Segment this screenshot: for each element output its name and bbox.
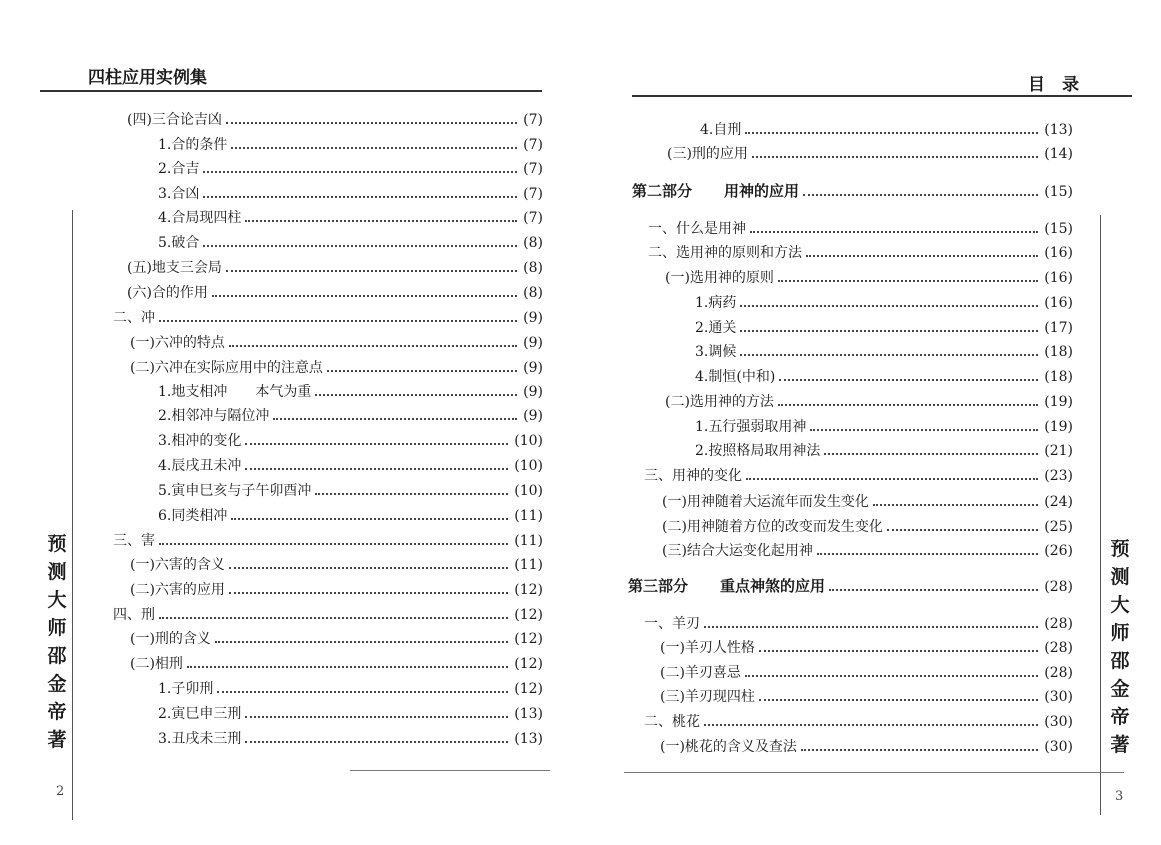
toc-entry: [158, 678, 543, 700]
left-author-credit: 预测大师邵金帝著: [47, 533, 67, 751]
toc-part-label: 第三部分: [628, 577, 689, 595]
toc-entry: [158, 158, 543, 180]
toc-entry-title: 二、选用神的原则和方法: [648, 245, 802, 261]
toc-dot-leader: [327, 370, 517, 372]
toc-entry: [644, 613, 1073, 635]
left-header-title: 四柱应用实例集: [88, 68, 207, 88]
toc-entry-title: 2.寅巳申三刑: [158, 706, 242, 722]
toc-entry-title: (五)地支三会局: [127, 260, 222, 276]
toc-entry: [665, 267, 1073, 289]
toc-page-number: (21): [1044, 443, 1073, 459]
toc-entry: [113, 530, 543, 552]
toc-entry-title: 3.相冲的变化: [158, 433, 242, 449]
toc-dot-leader: [745, 132, 1038, 134]
toc-part-heading: [632, 180, 1073, 202]
toc-dot-leader: [745, 675, 1038, 677]
toc-entry: [127, 257, 543, 279]
toc-page-number: (11): [514, 557, 543, 573]
toc-entry: [158, 728, 543, 750]
toc-dot-leader: [806, 255, 1038, 257]
toc-entry-title: 2.相邻冲与隔位冲: [158, 408, 270, 424]
toc-entry: [695, 366, 1073, 388]
left-page-number: 2: [56, 784, 65, 799]
left-margin-line: [72, 210, 73, 820]
toc-entry-title: (三)羊刃现四柱: [660, 689, 755, 705]
toc-entry-title: 3.丑戌未三刑: [158, 731, 242, 747]
toc-entry: [130, 357, 543, 379]
toc-entry: [158, 505, 543, 527]
toc-entry-title: 2.合吉: [158, 161, 200, 177]
toc-dot-leader: [203, 196, 517, 198]
toc-dot-leader: [245, 468, 508, 470]
toc-entry-title: (二)选用神的方法: [665, 394, 774, 410]
toc-entry-title: 三、用神的变化: [644, 468, 742, 484]
toc-page-number: (23): [1044, 468, 1073, 484]
toc-page-number: (30): [1044, 739, 1073, 755]
toc-dot-leader: [217, 691, 508, 693]
toc-page-number: (19): [1044, 394, 1073, 410]
toc-entry: [665, 391, 1073, 413]
toc-page-number: (25): [1044, 519, 1073, 535]
toc-entry-title: 四、刑: [113, 607, 155, 623]
toc-entry: [158, 430, 543, 452]
toc-page-number: (7): [523, 161, 543, 177]
toc-entry-title: 4.制恒(中和): [695, 369, 776, 385]
toc-entry-title: 4.辰戌丑未冲: [158, 458, 242, 474]
toc-entry-title: (三)刑的应用: [667, 146, 748, 162]
toc-entry: [158, 134, 543, 156]
toc-entry: [660, 637, 1073, 659]
toc-dot-leader: [159, 617, 508, 619]
toc-entry: [695, 317, 1073, 339]
toc-entry-title: 一、羊刃: [644, 616, 700, 632]
toc-entry-title: (一)刑的含义: [130, 631, 211, 647]
toc-page-number: (16): [1044, 295, 1073, 311]
toc-dot-leader: [245, 716, 508, 718]
toc-dot-leader: [187, 666, 508, 668]
toc-page-number: (12): [514, 631, 543, 647]
toc-dot-leader: [778, 280, 1038, 282]
toc-page-number: (15): [1044, 221, 1073, 237]
toc-entry-title: 1.地支相冲 本气为重: [158, 384, 312, 400]
toc-entry-title: 三、害: [113, 533, 155, 549]
toc-page-number: (16): [1044, 245, 1073, 261]
toc-entry: [695, 292, 1073, 314]
toc-entry: [127, 109, 543, 131]
toc-entry: [130, 332, 543, 354]
toc-page-number: (28): [1044, 640, 1073, 656]
toc-page-number: (8): [523, 235, 543, 251]
toc-entry: [662, 516, 1073, 538]
toc-entry: [113, 604, 543, 626]
toc-dot-leader: [203, 171, 517, 173]
toc-entry-title: (二)羊刃喜忌: [660, 665, 741, 681]
toc-entry: [158, 703, 543, 725]
toc-entry: [158, 455, 543, 477]
toc-entry-title: 二、冲: [113, 310, 155, 326]
toc-entry-title: (四)三合论吉凶: [127, 112, 222, 128]
toc-dot-leader: [245, 220, 517, 222]
toc-page-number: (8): [523, 285, 543, 301]
toc-page-number: (9): [523, 408, 543, 424]
toc-entry: [648, 242, 1073, 264]
toc-dot-leader: [746, 478, 1038, 480]
toc-entry: [130, 579, 543, 601]
toc-entry-title: 5.寅申巳亥与子午卯酉冲: [158, 483, 312, 499]
toc-entry-title: (六)合的作用: [127, 285, 208, 301]
toc-dot-leader: [801, 749, 1038, 751]
toc-dot-leader: [315, 493, 508, 495]
toc-dot-leader: [229, 345, 517, 347]
toc-dot-leader: [215, 641, 508, 643]
toc-entry: [700, 119, 1073, 141]
toc-entry-title: (一)桃花的含义及查法: [660, 739, 797, 755]
toc-entry: [660, 686, 1073, 708]
toc-part-heading: [628, 575, 1073, 597]
toc-entry: [158, 232, 543, 254]
toc-page-number: (26): [1044, 543, 1073, 559]
toc-entry: [648, 218, 1073, 240]
toc-entry-title: 4.合局现四柱: [158, 210, 242, 226]
toc-entry: [130, 653, 543, 675]
toc-page-number: (12): [514, 681, 543, 697]
toc-dot-leader: [231, 147, 517, 149]
toc-entry: [660, 736, 1073, 758]
toc-dot-leader: [750, 231, 1038, 233]
toc-page-number: (15): [1044, 184, 1073, 200]
toc-dot-leader: [315, 394, 517, 396]
toc-page-number: (13): [1044, 122, 1073, 138]
toc-page-number: (8): [523, 260, 543, 276]
toc-page-number: (13): [514, 706, 543, 722]
toc-page-number: (9): [523, 384, 543, 400]
toc-dot-leader: [817, 553, 1038, 555]
toc-dot-leader: [704, 626, 1038, 628]
toc-page-number: (10): [514, 458, 543, 474]
toc-page-number: (7): [523, 137, 543, 153]
toc-entry-title: 2.通关: [695, 320, 737, 336]
toc-part-label: 第二部分: [632, 182, 693, 200]
right-header-rule: [632, 95, 1132, 97]
toc-dot-leader: [203, 245, 517, 247]
toc-dot-leader: [824, 453, 1038, 455]
toc-entry-title: (一)用神随着大运流年而发生变化: [662, 494, 869, 510]
toc-dot-leader: [759, 699, 1038, 701]
toc-entry-title: 5.破合: [158, 235, 200, 251]
toc-entry: [695, 440, 1073, 462]
toc-entry-title: 1.病药: [695, 295, 737, 311]
toc-entry-title: 3.合凶: [158, 186, 200, 202]
toc-entry-title: 一、什么是用神: [648, 221, 746, 237]
toc-page-number: (30): [1044, 714, 1073, 730]
right-footer-rule: [624, 772, 1124, 773]
toc-entry-title: 3.调候: [695, 344, 737, 360]
toc-dot-leader: [245, 741, 508, 743]
toc-entry: [130, 554, 543, 576]
toc-page-number: (10): [514, 483, 543, 499]
toc-entry: [662, 491, 1073, 513]
toc-page-number: (11): [514, 533, 543, 549]
toc-page-number: (18): [1044, 369, 1073, 385]
toc-dot-leader: [212, 295, 517, 297]
right-header-title: 目 录: [1028, 75, 1079, 95]
left-footer-rule: [350, 770, 550, 771]
toc-dot-leader: [740, 305, 1038, 307]
toc-page-number: (13): [514, 731, 543, 747]
toc-dot-leader: [273, 418, 517, 420]
toc-entry-title: (一)六害的含义: [130, 557, 225, 573]
toc-dot-leader: [740, 330, 1038, 332]
toc-entry: [127, 282, 543, 304]
toc-entry-title: (二)六冲在实际应用中的注意点: [130, 360, 323, 376]
toc-page-number: (16): [1044, 270, 1073, 286]
toc-dot-leader: [873, 504, 1038, 506]
toc-entry-title: 二、桃花: [644, 714, 700, 730]
right-page-number: 3: [1115, 789, 1124, 804]
toc-page-number: (9): [523, 310, 543, 326]
toc-entry-title: (一)选用神的原则: [665, 270, 774, 286]
toc-dot-leader: [159, 543, 508, 545]
toc-entry: [158, 405, 543, 427]
toc-page-number: (30): [1044, 689, 1073, 705]
toc-entry: [158, 480, 543, 502]
toc-page-number: (12): [514, 582, 543, 598]
left-header-rule: [40, 90, 542, 92]
toc-page-number: (24): [1044, 494, 1073, 510]
toc-entry-title: (二)相刑: [130, 656, 183, 672]
toc-page-number: (7): [523, 112, 543, 128]
toc-dot-leader: [704, 724, 1038, 726]
right-author-credit: 预测大师邵金帝著: [1110, 538, 1130, 756]
toc-part-title: 重点神煞的应用: [720, 577, 826, 595]
toc-dot-leader: [245, 443, 508, 445]
toc-entry: [695, 341, 1073, 363]
toc-page-number: (7): [523, 210, 543, 226]
toc-dot-leader: [229, 567, 508, 569]
toc-entry: [660, 662, 1073, 684]
toc-page-number: (9): [523, 335, 543, 351]
toc-dot-leader: [226, 122, 517, 124]
toc-entry: [667, 143, 1073, 165]
toc-page-number: (10): [514, 433, 543, 449]
toc-entry: [644, 465, 1073, 487]
toc-entry: [130, 628, 543, 650]
toc-part-heading-text: [628, 575, 825, 596]
toc-page-number: (18): [1044, 344, 1073, 360]
toc-entry-title: 1.子卯刑: [158, 681, 214, 697]
toc-entry: [158, 207, 543, 229]
toc-entry: [158, 183, 543, 205]
toc-page-number: (28): [1044, 616, 1073, 632]
toc-dot-leader: [887, 529, 1038, 531]
toc-part-heading-text: [632, 180, 799, 201]
toc-entry: [644, 711, 1073, 733]
toc-entry-title: (一)六冲的特点: [130, 335, 225, 351]
toc-dot-leader: [779, 379, 1038, 381]
toc-entry-title: (三)结合大运变化起用神: [662, 543, 813, 559]
toc-dot-leader: [803, 194, 1038, 196]
toc-dot-leader: [229, 592, 508, 594]
toc-dot-leader: [226, 270, 517, 272]
toc-part-title: 用神的应用: [724, 182, 800, 200]
left-page: [0, 0, 580, 845]
toc-page-number: (9): [523, 360, 543, 376]
toc-dot-leader: [810, 429, 1038, 431]
toc-page-number: (19): [1044, 419, 1073, 435]
toc-dot-leader: [159, 320, 517, 322]
toc-entry: [662, 540, 1073, 562]
toc-dot-leader: [231, 518, 508, 520]
toc-dot-leader: [740, 354, 1038, 356]
toc-dot-leader: [752, 156, 1038, 158]
toc-entry: [695, 416, 1073, 438]
toc-entry-title: 1.五行强弱取用神: [695, 419, 807, 435]
toc-entry-title: 4.自刑: [700, 122, 742, 138]
toc-page-number: (11): [514, 508, 543, 524]
toc-dot-leader: [829, 589, 1038, 591]
toc-page-number: (28): [1044, 665, 1073, 681]
toc-page-number: (17): [1044, 320, 1073, 336]
toc-entry-title: (一)羊刃人性格: [660, 640, 755, 656]
toc-entry-title: (二)六害的应用: [130, 582, 225, 598]
toc-entry-title: 6.同类相冲: [158, 508, 228, 524]
toc-entry-title: 1.合的条件: [158, 137, 228, 153]
toc-dot-leader: [778, 404, 1038, 406]
right-margin-line: [1100, 215, 1101, 815]
right-page: [580, 0, 1161, 845]
toc-page-number: (14): [1044, 146, 1073, 162]
toc-page-number: (28): [1044, 579, 1073, 595]
toc-entry: [113, 307, 543, 329]
toc-page-number: (12): [514, 607, 543, 623]
toc-page-number: (12): [514, 656, 543, 672]
toc-page-number: (7): [523, 186, 543, 202]
toc-entry: [158, 381, 543, 403]
toc-dot-leader: [759, 650, 1038, 652]
toc-entry-title: 2.按照格局取用神法: [695, 443, 821, 459]
toc-entry-title: (二)用神随着方位的改变而发生变化: [662, 519, 883, 535]
